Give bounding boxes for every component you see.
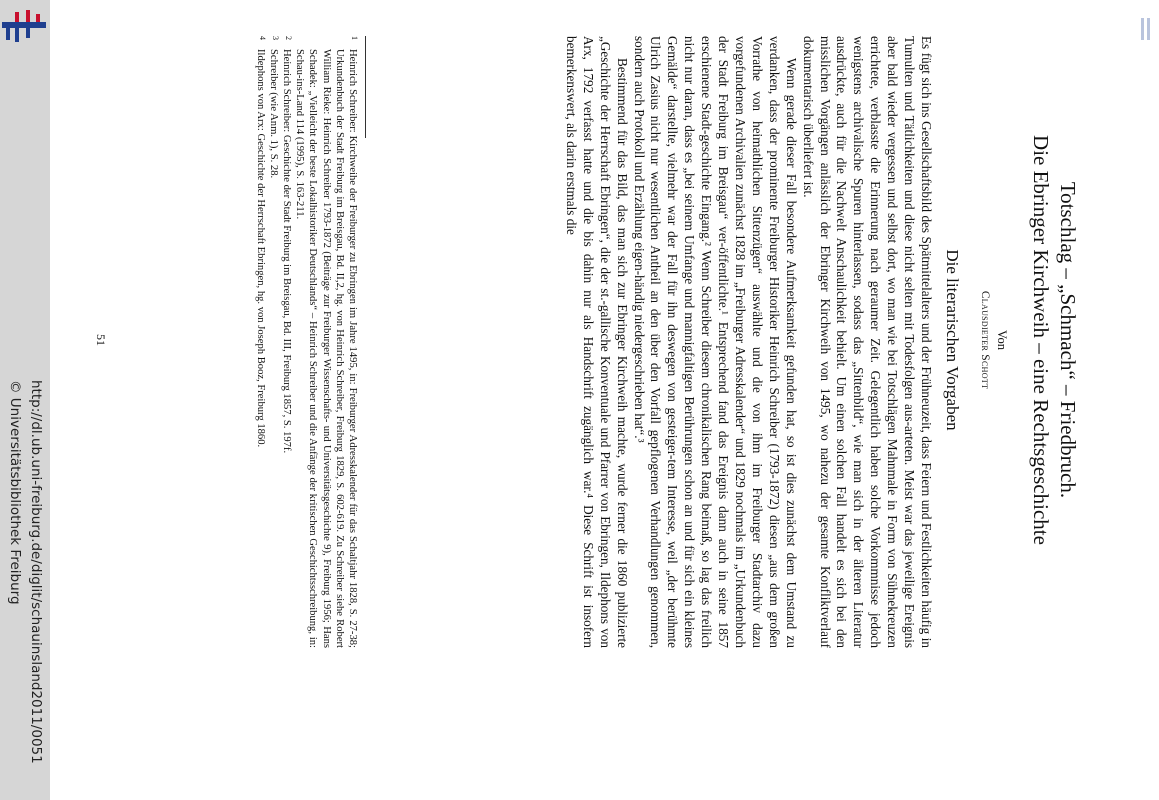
sidebar-text (4, 380, 46, 800)
source-url[interactable]: http://dl.ub.uni-freiburg.de/diglit/schauinsland2011/0051 (28, 380, 44, 764)
section-heading: Die literarischen Vorgaben (943, 249, 962, 431)
rotated-page (50, 0, 1159, 680)
paragraph: Bestimmend für das Bild, das man sich zur Ebringer Kirchweih machte, wurde ferner die 1860 publizierte „Geschichte der Herrschaft Ebringen“, die der st.-gallische Konventuale und Pfarrer von Ebringen, Ildephons von Arx, 1792 verfasst hatte und die bis dahin nur als Handschrift zugänglich war.⁴ Diese Schrift ist insofern bemerkenswert, als darin erstmals die (563, 36, 630, 648)
page-number: 51 (94, 334, 108, 346)
footnote-number: 2 (283, 36, 293, 40)
body-text (562, 36, 934, 648)
footnote-number: 1 (350, 36, 359, 40)
footnote-divider (365, 36, 366, 138)
footnote (267, 36, 280, 648)
paragraph: Es fügt sich ins Gesellschaftsbild des Spätmittelalters und der Frühneuzeit, dass Feiern und Festlichkeiten häufig in Tumulten und Tätlichkeiten und diese nicht selten mit Todesfolgen aus-arteten. Meist war das jeweilige Ereignis aber bald wieder vergessen und selbst dort, wo man wie bei Totschlägen Mahnmale in Form von Sühnekreuzen errichtete, verblasste die Erinnerung nach geraumer Zeit. Gelegentlich haben solche Vorkommnisse jedoch wenigstens archivalische Spuren hinterlassen, sodass das „Sittenbild“, wie man sich in der älteren Literatur ausdrückte, auch für die Nachwelt Anschaulichkeit behielt. Um einen solchen Fall handelt es sich bei den misslichen Vorgängen anlässlich der Ebringer Kirchweih von 1495, wo nahezu der gesamte Konfliktverlauf dokumentarisch überliefert ist. (800, 36, 934, 648)
article-subtitle: Die Ebringer Kirchweih – eine Rechtsgeschichte (1029, 135, 1053, 545)
paragraph: Wenn gerade dieser Fall besondere Aufmerksamkeit gefunden hat, so ist dies zunächst dem Umstand zu verdanken, dass der prominente Freiburger Historiker Heinrich Schreiber (1793-1872) diesen „aus dem großen Vorrathe von heimathlichen Sittenzügen“ auswählte und die von ihm im Freiburger Stadtarchiv dazu vorgefundenen Archivalien zunächst 1828 im „Freiburger Adresskalender“ und 1829 nochmals im „Urkundenbuch der Stadt Freiburg im Breisgau“ ver-öffentlichte.¹ Entsprechend fand das Ereignis dann auch in seine 1857 erschienene Stadt-geschichte Eingang.² Wenn Schreiber diesem chronikalischen Rang beimaß, so lag das freilich nicht nur daran, dass es „bei seinem Umfange und mannigfaltigen Berührungen schon an und für sich ein kleines Gemälde“ darstellte, vielmehr war der Fall für ihn deswegen von gesteiger-tem Interesse, weil „der berühmte Ulrich Zasius nicht nur wesentlichen Antheil an den über den Vorfall gepflogenen Verhandlungen genommen, sondern auch Protokoll und Erzählung eigen-händig niedergeschrieben hat“.³ (631, 36, 799, 648)
page-edge-marker-icon (1141, 18, 1153, 40)
ub-freiburg-logo-icon (2, 8, 46, 44)
footnotes (253, 36, 359, 648)
scanned-page-viewer (50, 0, 1159, 800)
footnote-text: Heinrich Schreiber: Kirchweihe der Freiburger zu Ebringen im Jahre 1495, in: Freiburger Adresskalender für das Schaltjahr 1828, S. 27-38; Urkundenbuch der Stadt Freiburg im Breisgau, Bd. II,2, hg. von Heinrich Schreiber, Freiburg 1829, S. 602-619. Zu Schreiber siehe Robert William Rieke: Heinrich Schreiber 1793-1872 (Beiträge zur Freiburger Wissenschafts- und Universitätsgeschichte 9), Freiburg 1956; Hans Schadek: „Vielleicht der beste Lokalhistoriker Deutschlands“ – Heinrich Schreiber und die Anfänge der kritischen Geschichtsschreibung, in: Schau-ins-Land 114 (1995), S. 163-211. (294, 49, 358, 648)
footnote-number: 3 (270, 36, 280, 40)
footnote (253, 36, 266, 648)
footnote-number: 4 (257, 36, 267, 40)
footnote-text: Ildephons von Arx: Geschichte der Herrschaft Ebringen, hg. von Joseph Booz, Freiburg 1860. (254, 49, 266, 448)
footnote-text: Schreiber (wie Anm. 1), S. 28. (267, 49, 279, 179)
footnote-text: Heinrich Schreiber: Geschichte der Stadt Freiburg im Breisgau, Bd. III, Freiburg 1857, S. 197f. (280, 49, 292, 454)
author-name: Clausdieter Schott (979, 290, 991, 390)
footnote (293, 36, 359, 648)
footnote (280, 36, 293, 648)
library-sidebar (0, 0, 50, 800)
article-title: Totschlag – „Schmach“ – Friedbruch. (1056, 181, 1080, 499)
byline-von: Von (995, 330, 1009, 350)
copyright-notice: © Universitätsbibliothek Freiburg (7, 380, 23, 605)
